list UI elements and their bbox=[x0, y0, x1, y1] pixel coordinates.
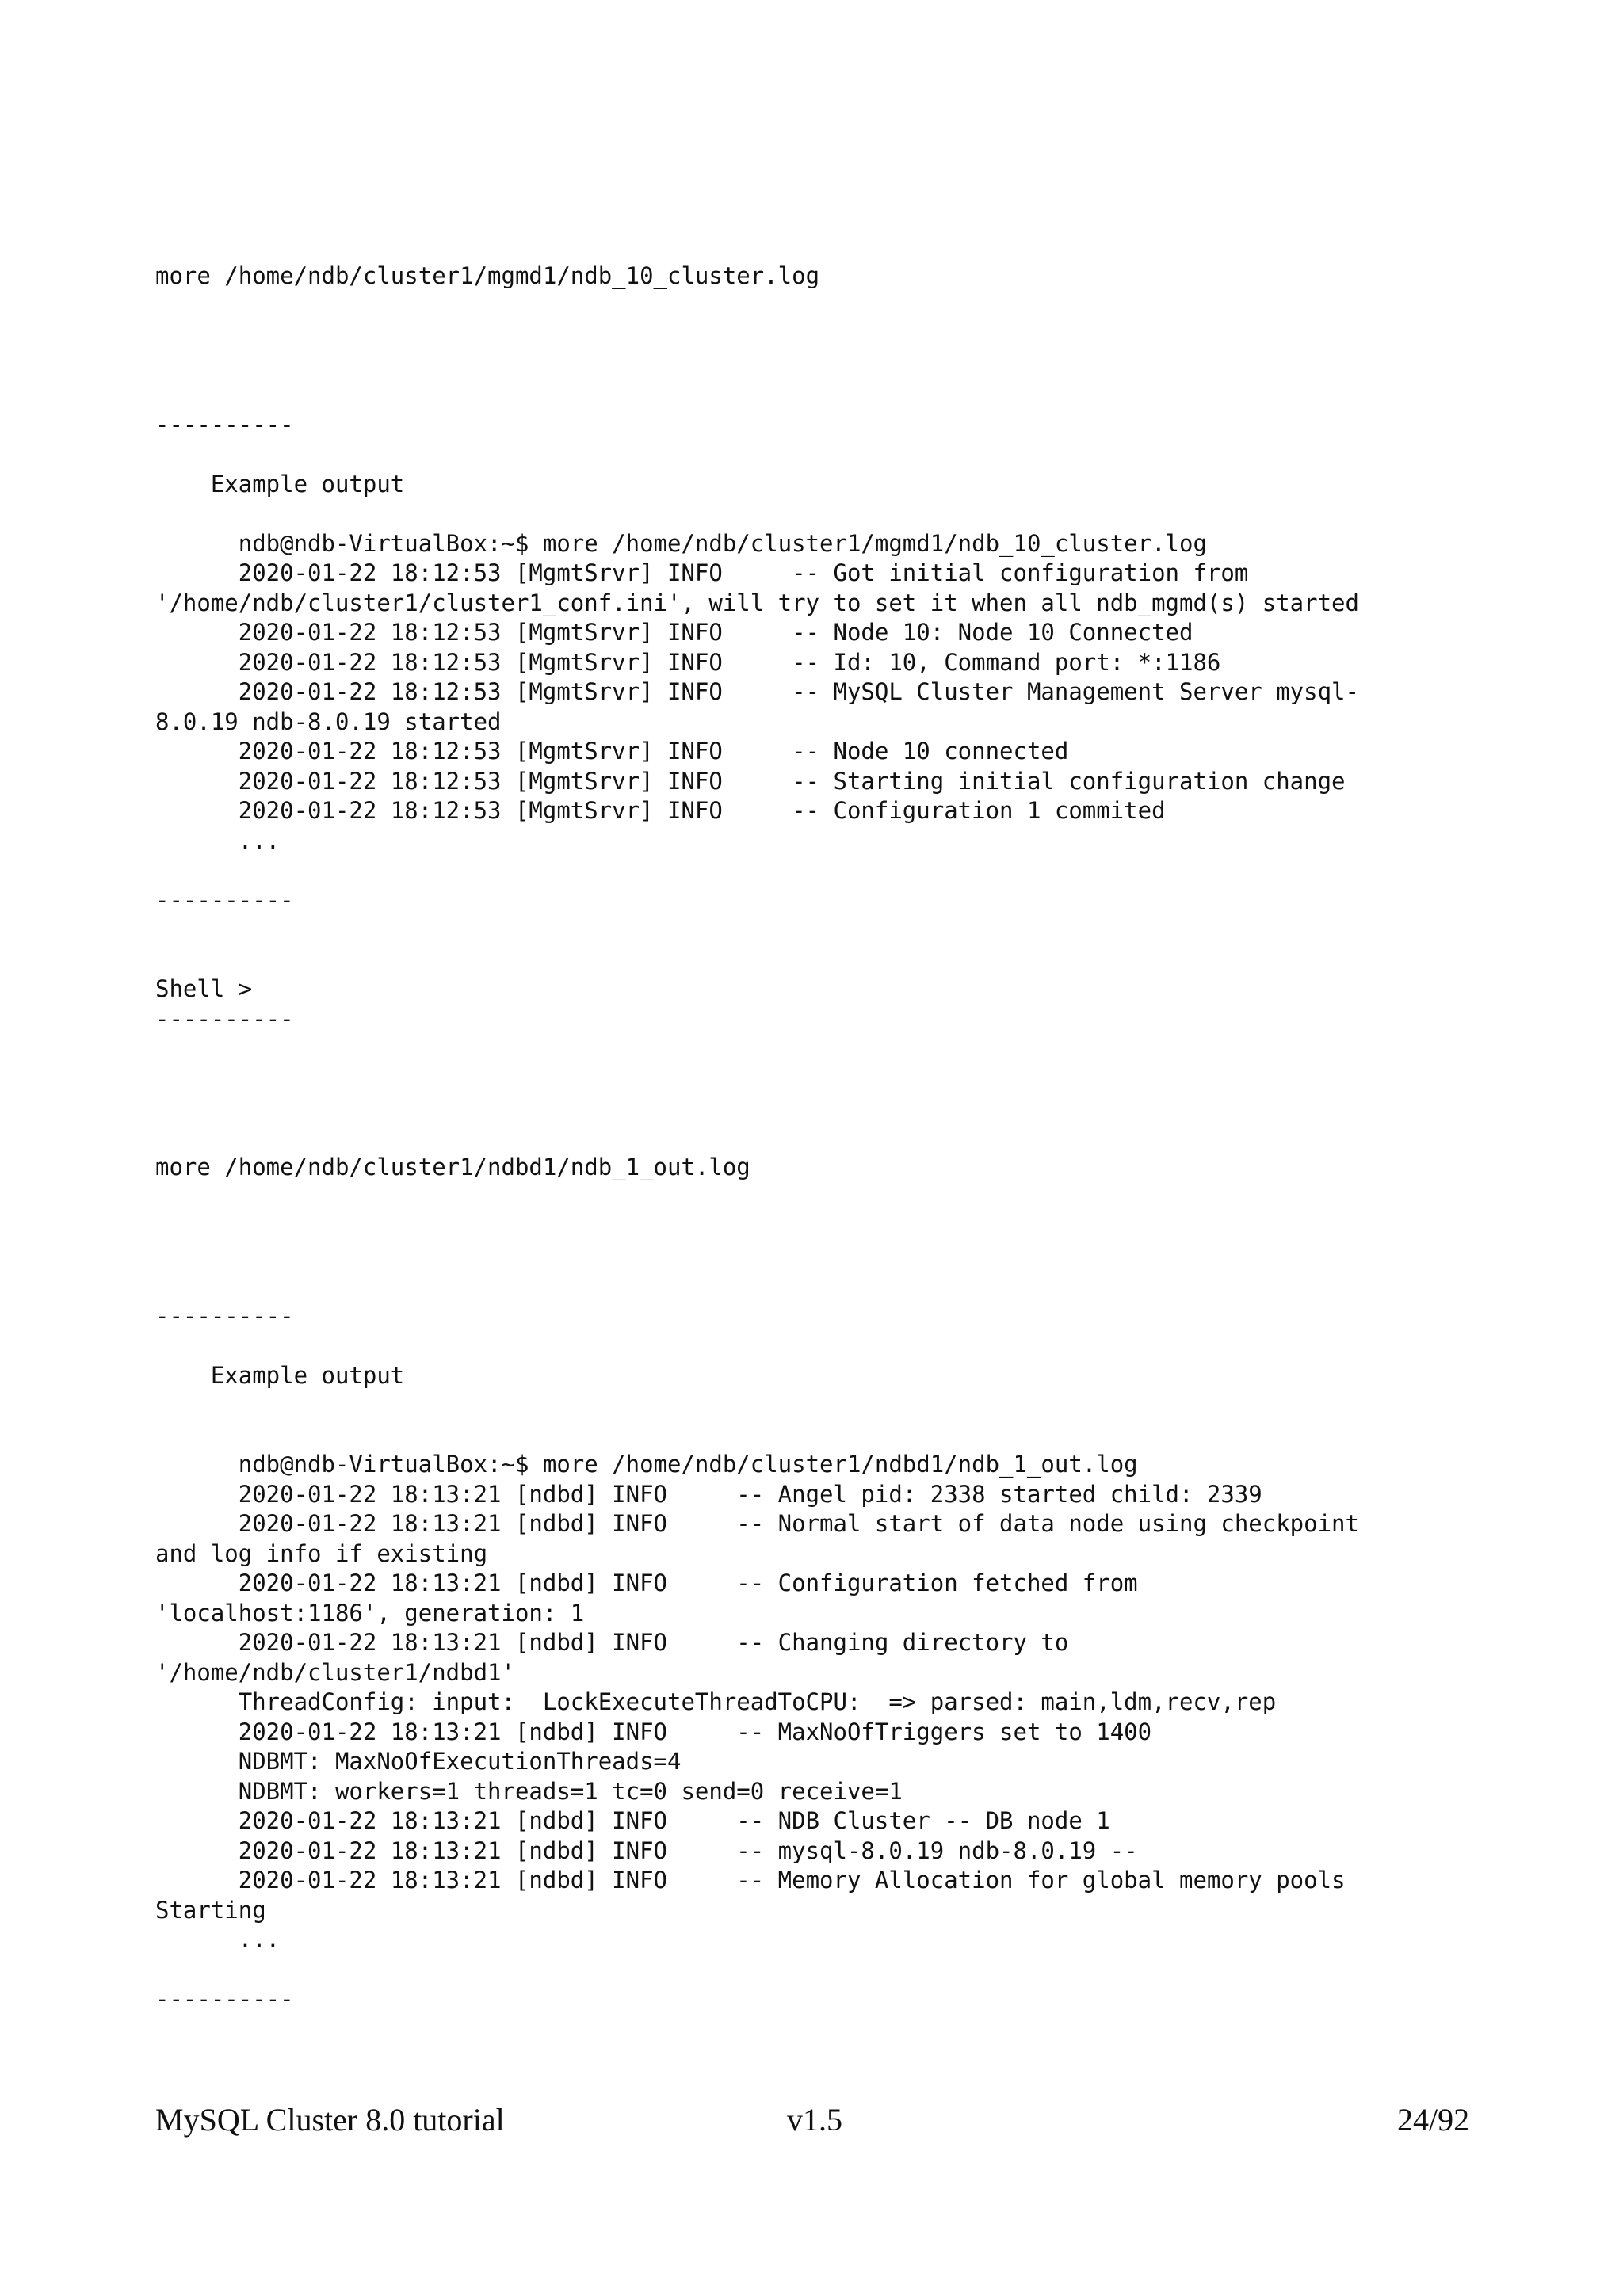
text-line: 2020-01-22 18:12:53 [MgmtSrvr] INFO -- Node 10 connected bbox=[155, 738, 1069, 765]
text-line: ... bbox=[155, 1926, 281, 1953]
text-line: 2020-01-22 18:12:53 [MgmtSrvr] INFO -- MySQL Cluster Management Server mysql- bbox=[155, 678, 1359, 705]
text-line: 2020-01-22 18:13:21 [ndbd] INFO -- Angel pid: 2338 started child: 2339 bbox=[155, 1481, 1262, 1508]
text-line: ---------- bbox=[155, 1985, 294, 2012]
text-line: Shell > bbox=[155, 975, 253, 1002]
text-line: ---------- bbox=[155, 887, 294, 913]
text-line: Example output bbox=[155, 1362, 405, 1389]
text-line: 2020-01-22 18:12:53 [MgmtSrvr] INFO -- Id: 10, Command port: *:1186 bbox=[155, 649, 1221, 676]
text-line: NDBMT: MaxNoOfExecutionThreads=4 bbox=[155, 1748, 682, 1775]
text-line: more /home/ndb/cluster1/ndbd1/ndb_1_out.log bbox=[155, 1154, 750, 1180]
text-line: '/home/ndb/cluster1/ndbd1' bbox=[155, 1659, 515, 1686]
text-line: 2020-01-22 18:13:21 [ndbd] INFO -- Configuration fetched from bbox=[155, 1569, 1138, 1596]
text-line: 2020-01-22 18:13:21 [ndbd] INFO -- mysql-8.0.19 ndb-8.0.19 -- bbox=[155, 1837, 1138, 1864]
text-line: ThreadConfig: input: LockExecuteThreadToCPU: => parsed: main,ldm,recv,rep bbox=[155, 1688, 1277, 1715]
footer-page-number: 24/92 bbox=[1397, 2102, 1470, 2138]
text-line: 2020-01-22 18:12:53 [MgmtSrvr] INFO -- Configuration 1 commited bbox=[155, 797, 1166, 824]
text-line: ndb@ndb-VirtualBox:~$ more /home/ndb/cluster1/mgmd1/ndb_10_cluster.log bbox=[155, 530, 1207, 557]
text-line: 2020-01-22 18:13:21 [ndbd] INFO -- Memory Allocation for global memory pools bbox=[155, 1867, 1346, 1894]
text-line: 2020-01-22 18:13:21 [ndbd] INFO -- NDB Cluster -- DB node 1 bbox=[155, 1807, 1110, 1834]
text-line: 2020-01-22 18:12:53 [MgmtSrvr] INFO -- Node 10: Node 10 Connected bbox=[155, 619, 1193, 646]
text-line: and log info if existing bbox=[155, 1540, 488, 1567]
text-line: ---------- bbox=[155, 1302, 294, 1329]
footer-title: MySQL Cluster 8.0 tutorial bbox=[155, 2102, 505, 2138]
text-line: 2020-01-22 18:13:21 [ndbd] INFO -- Changing directory to bbox=[155, 1629, 1069, 1656]
text-line: more /home/ndb/cluster1/mgmd1/ndb_10_cluster.log bbox=[155, 262, 820, 289]
text-line: ndb@ndb-VirtualBox:~$ more /home/ndb/cluster1/ndbd1/ndb_1_out.log bbox=[155, 1451, 1138, 1478]
text-line: '/home/ndb/cluster1/cluster1_conf.ini', will try to set it when all ndb_mgmd(s) started bbox=[155, 589, 1359, 616]
text-line: ---------- bbox=[155, 411, 294, 438]
text-line: 2020-01-22 18:12:53 [MgmtSrvr] INFO -- Starting initial configuration change bbox=[155, 768, 1346, 795]
footer-version: v1.5 bbox=[787, 2102, 842, 2138]
text-line: 8.0.19 ndb-8.0.19 started bbox=[155, 708, 502, 735]
text-line: NDBMT: workers=1 threads=1 tc=0 send=0 receive=1 bbox=[155, 1778, 903, 1805]
text-line: Example output bbox=[155, 471, 405, 498]
text-line: ---------- bbox=[155, 1005, 294, 1032]
text-line: Starting bbox=[155, 1897, 266, 1924]
text-line: 2020-01-22 18:13:21 [ndbd] INFO -- MaxNoOfTriggers set to 1400 bbox=[155, 1718, 1152, 1745]
text-line: ... bbox=[155, 827, 281, 854]
text-line: 2020-01-22 18:13:21 [ndbd] INFO -- Normal start of data node using checkpoint bbox=[155, 1510, 1359, 1537]
text-line: 'localhost:1186', generation: 1 bbox=[155, 1600, 585, 1627]
text-line: 2020-01-22 18:12:53 [MgmtSrvr] INFO -- Got initial configuration from bbox=[155, 559, 1249, 586]
